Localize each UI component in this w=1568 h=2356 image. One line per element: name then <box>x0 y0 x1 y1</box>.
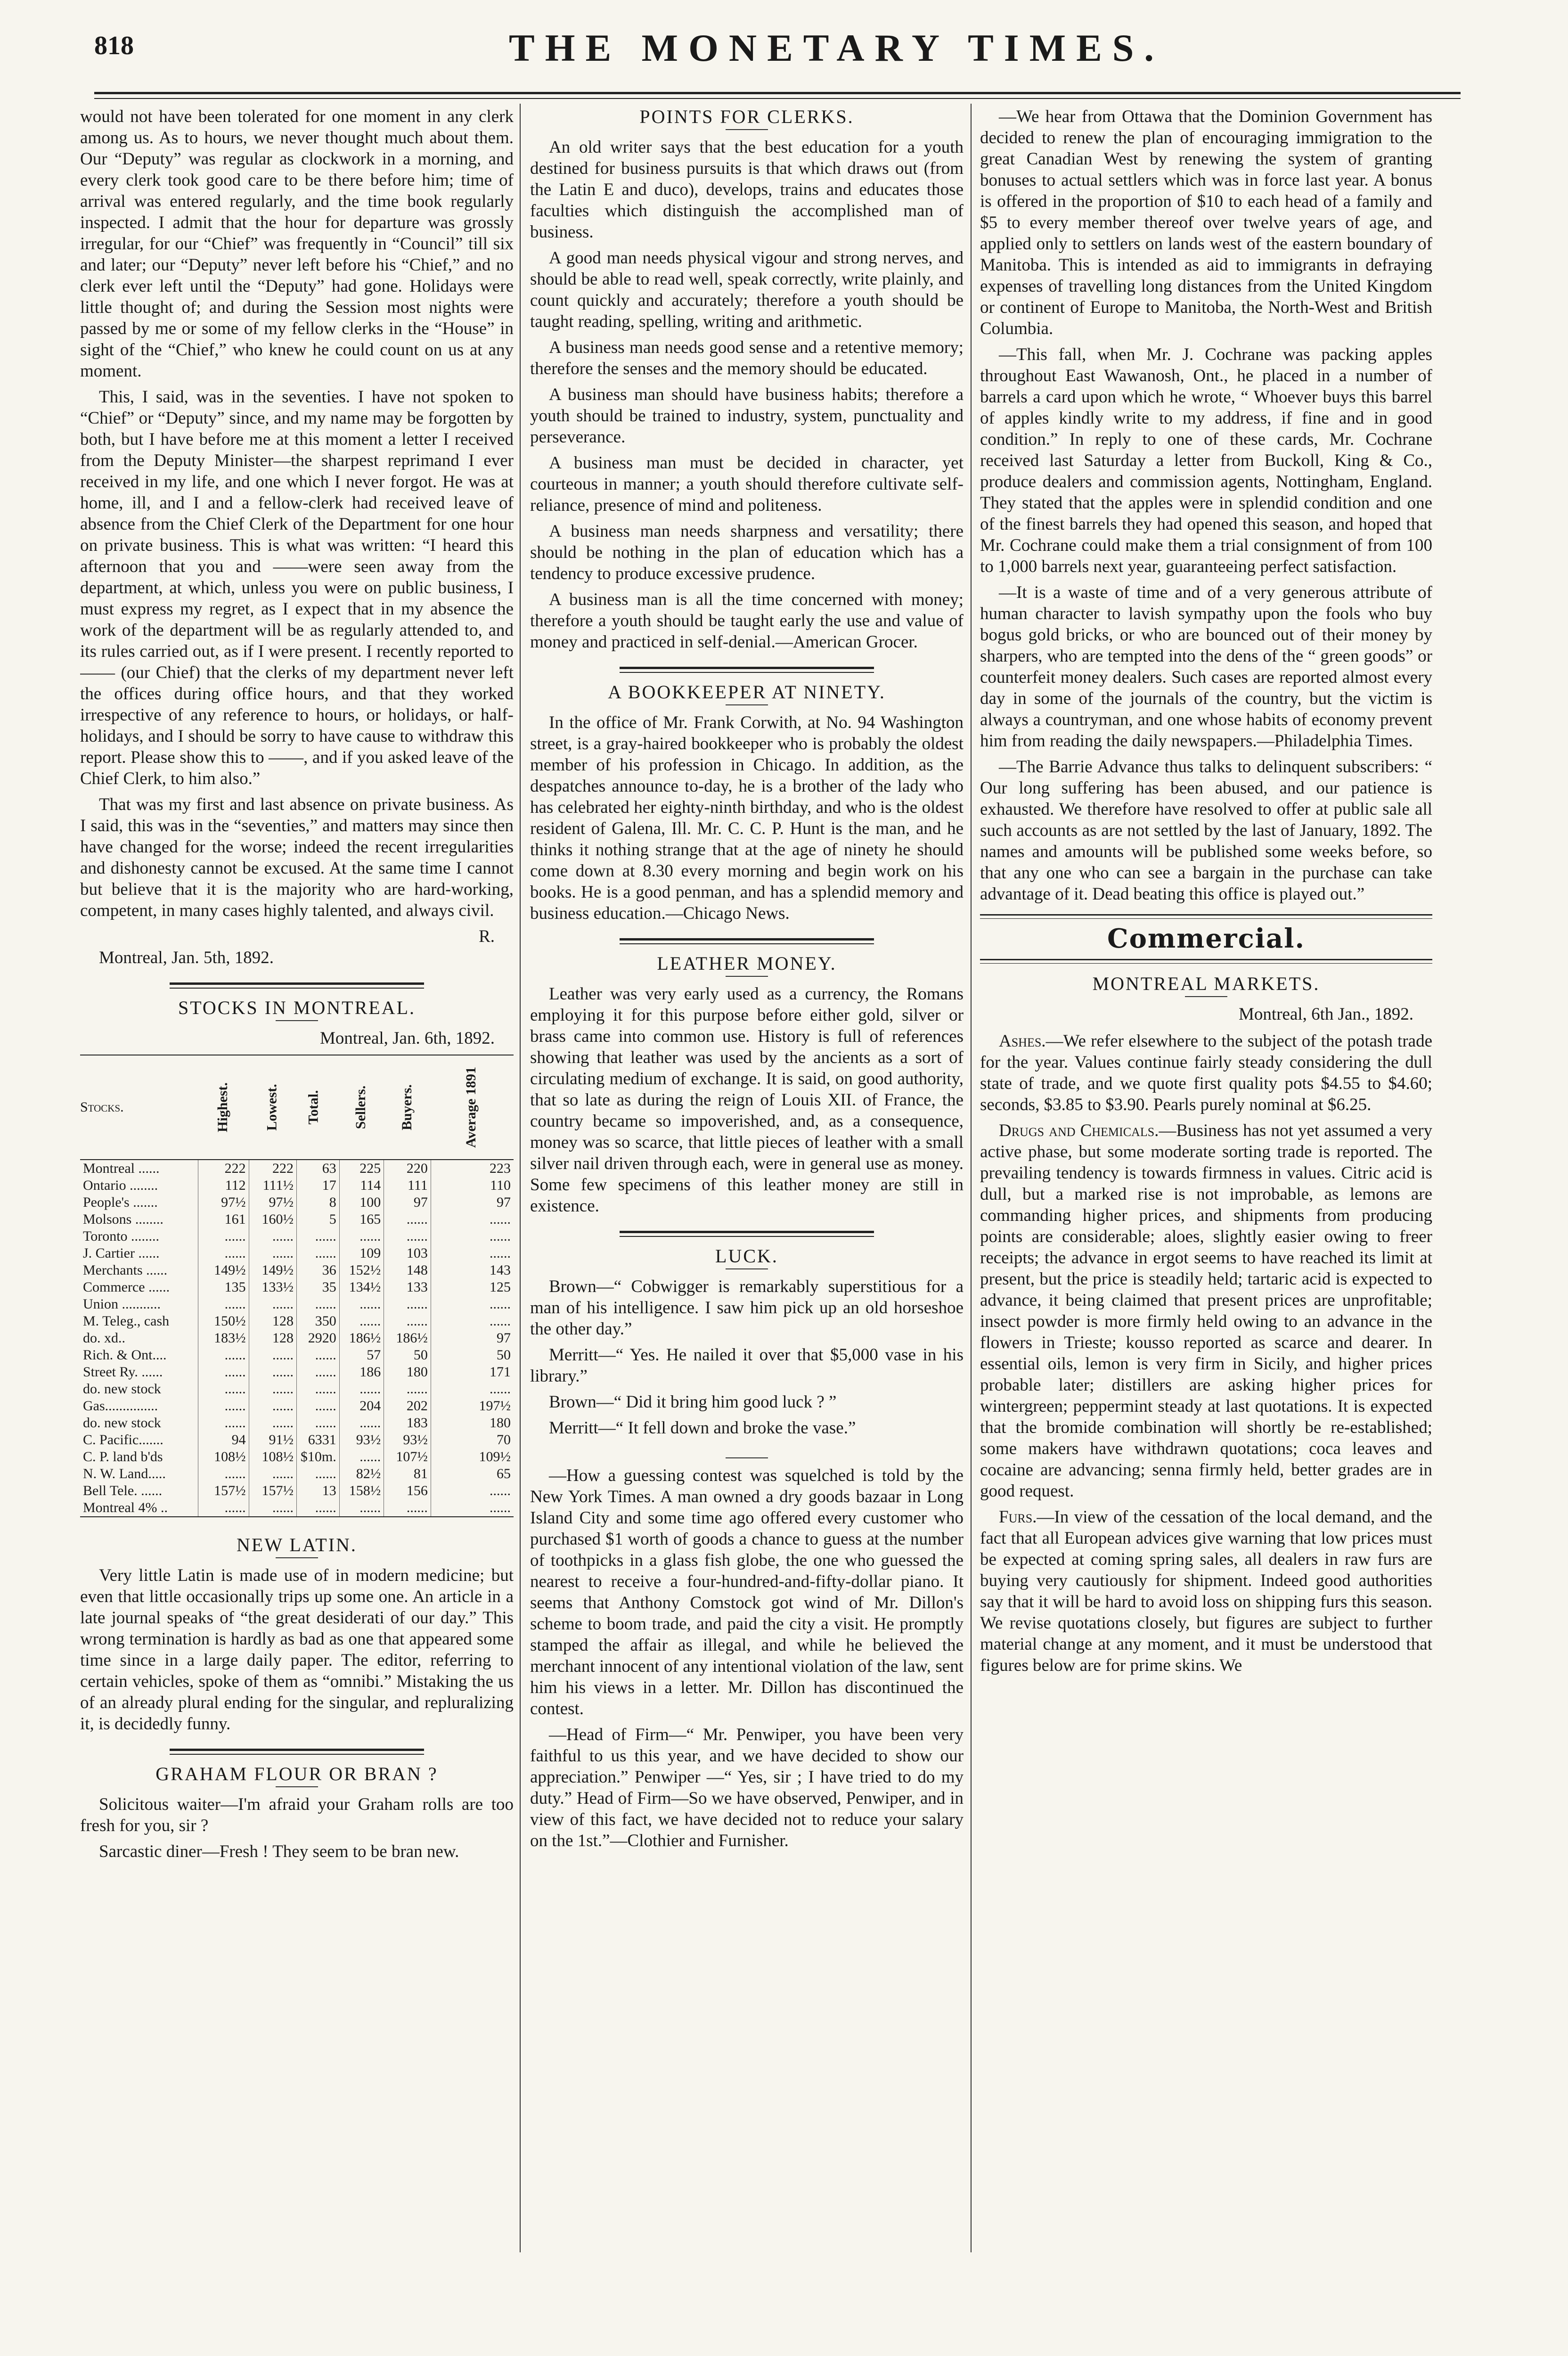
masthead-title: THE MONETARY TIMES. <box>509 26 1164 69</box>
stock-value-cell: 107½ <box>384 1448 431 1465</box>
stocks-row <box>80 1330 514 1347</box>
stock-value-cell: 103 <box>384 1245 431 1262</box>
stocks-row <box>80 1415 514 1432</box>
stock-value-cell: 6331 <box>296 1432 339 1448</box>
stock-name-cell: J. Cartier ...... <box>83 1245 160 1261</box>
stock-name-cell: Montreal 4% .. <box>80 1499 198 1517</box>
stock-value-cell: ...... <box>296 1398 339 1415</box>
title-rule <box>1185 996 1227 997</box>
stock-value-cell: ...... <box>296 1499 339 1517</box>
stock-value-cell: 149½ <box>249 1262 296 1279</box>
stock-value-cell: 2920 <box>296 1330 339 1347</box>
stock-value-cell: ...... <box>431 1381 514 1398</box>
stock-value-cell: 125 <box>431 1279 514 1296</box>
stock-value-cell: ...... <box>249 1381 296 1398</box>
column-left <box>80 106 514 2255</box>
stocks-row <box>80 1211 514 1228</box>
stocks-header-label: Buyers. <box>399 1084 415 1130</box>
stock-value-cell: ...... <box>198 1398 249 1415</box>
stock-value-cell: 150½ <box>198 1313 249 1330</box>
stock-name-cell: C. P. land b'ds <box>83 1449 163 1464</box>
stock-value-cell: ...... <box>384 1228 431 1245</box>
stock-value-cell: ...... <box>198 1296 249 1313</box>
stock-value-cell: ...... <box>431 1482 514 1499</box>
stocks-row <box>80 1398 514 1415</box>
stock-name-cell: Toronto ........ <box>83 1228 160 1244</box>
stock-name-cell: Gas............... <box>83 1398 158 1414</box>
title-rule <box>726 129 768 130</box>
stock-value-cell: ...... <box>339 1228 384 1245</box>
stock-value-cell: 57 <box>339 1347 384 1364</box>
clerks-paragraph: A business man must be decided in character, yet courteous in manner; a youth should therefore cultivate self-reliance, presence of mind and politeness. <box>530 453 964 515</box>
stock-value-cell: ...... <box>431 1211 514 1228</box>
section-rule <box>980 914 1432 919</box>
stocks-row <box>80 1499 514 1517</box>
stock-value-cell: 171 <box>431 1364 514 1381</box>
bookkeeper-text: In the office of Mr. Frank Corwith, at No. 94 Washington street, is a gray-haired bookkeeper who is probably the oldest member of his profession in Chicago. In addition, as the despatches announce to-day, he is a brother of the lady who has celebrated her eighty-ninth birthday, and who is the oldest resident of Galena, Ill. Mr. C. C. P. Hunt is the man, and he thinks it nothing strange that at the age of ninety he should come down at 8.30 every morning and begin work on his books. He is a good penman, and has a splendid memory and business education.—Chicago News. <box>530 713 964 923</box>
drugs-paragraph <box>980 1120 1432 1502</box>
luck-line: Merritt—“ It fell down and broke the vase.” <box>549 1418 856 1438</box>
furs-paragraph <box>980 1506 1432 1676</box>
stock-value-cell: 161 <box>198 1211 249 1228</box>
stock-value-cell: 180 <box>384 1364 431 1381</box>
stock-value-cell: 94 <box>198 1432 249 1448</box>
stock-value-cell: ...... <box>198 1228 249 1245</box>
leather-text: Leather was very early used as a currency, the Romans employing it for this purpose before either gold, silver or brass came into common use. History is full of references showing that leather was used by the ancients as a sort of circulating medium of exchange. It is said, on good authority, that so late as during the reign of Louis XII. of France, the country became so impoverished, and, as a consequence, money was so scarce, that little pieces of leather with a small silver nail driven through each, were in general use as money. Some few specimens of this leather money are still in existence. <box>530 984 964 1216</box>
stock-value-cell: ...... <box>249 1465 296 1482</box>
stock-value-cell: ...... <box>249 1245 296 1262</box>
waste-text: —It is a waste of time and of a very generous attribute of human character to lavish sympathy upon the fools who buy bogus gold bricks, or who are bounced out of their money by sharpers, who are tempted into the dens of the “ green goods” or counterfeit money dealers. Such cases are reported almost every day in some of the journals of the country, but the victim is always a countryman, and one whose habits of economy prevent him from reading the daily newspapers.—Philadelphia Times. <box>980 583 1432 751</box>
luck-title: LUCK. <box>715 1245 778 1267</box>
stock-value-cell: 110 <box>431 1177 514 1194</box>
stock-value-cell: ...... <box>198 1415 249 1432</box>
title-rule <box>276 1557 318 1558</box>
section-rule <box>620 667 874 673</box>
stock-value-cell: 160½ <box>249 1211 296 1228</box>
column-divider <box>971 104 972 2252</box>
stock-value-cell: ...... <box>249 1347 296 1364</box>
stock-value-cell: ...... <box>198 1245 249 1262</box>
contest-text: —How a guessing contest was squelched is told by the New York Times. A man owned a dry goods bazaar in Long Island City and some time ago offered every customer who purchased $1 worth of goods a chance to guess at the number of toothpicks in a glass fish globe, the one who guessed the nearest to receive a four-hundred-and-fifty-dollar piano. It seems that Anthony Comstock got wind of Mr. Dillon's scheme to boom trade, and paid the city a visit. He promptly stamped the affair as illegal, and while he believed the merchant innocent of any intentional violation of the law, sent him his views in a letter. Mr. Dillon has discontinued the contest. <box>530 1466 964 1718</box>
stock-value-cell: 17 <box>296 1177 339 1194</box>
stock-value-cell: 165 <box>339 1211 384 1228</box>
stock-value-cell: 148 <box>384 1262 431 1279</box>
stock-value-cell: 186½ <box>384 1330 431 1347</box>
stock-value-cell: ...... <box>339 1381 384 1398</box>
stocks-header-label: Highest. <box>214 1082 230 1132</box>
firm-text: —Head of Firm—“ Mr. Penwiper, you have been very faithful to us this year, and we have decided to show our appreciation.” Penwiper —“ Yes, sir ; I have tried to do my duty.” Head of Firm—So we have observed, Penwiper, and in view of this fact, we have decided not to reduce your salary on the 1st.”—Clothier and Furnisher. <box>530 1725 964 1850</box>
bookkeeper-title: A BOOKKEEPER AT NINETY. <box>608 681 886 703</box>
furs-heading: Furs. <box>999 1507 1037 1527</box>
stocks-row <box>80 1448 514 1465</box>
stock-value-cell: ...... <box>384 1381 431 1398</box>
stocks-row <box>80 1347 514 1364</box>
clerks-paragraph: A good man needs physical vigour and strong nerves, and should be able to read well, speak correctly, write plainly, and count quickly and accurately; therefore a youth should be taught reading, spelling, writing and arithmetic. <box>530 248 964 331</box>
stock-name-cell: N. W. Land..... <box>83 1466 166 1481</box>
stock-value-cell: 204 <box>339 1398 384 1415</box>
stock-value-cell: ...... <box>384 1296 431 1313</box>
stock-value-cell: ...... <box>339 1499 384 1517</box>
stocks-row <box>80 1245 514 1262</box>
stock-value-cell: 180 <box>431 1415 514 1432</box>
stocks-row <box>80 1262 514 1279</box>
stock-value-cell: 128 <box>249 1330 296 1347</box>
stock-name-cell: Molsons ........ <box>83 1211 163 1227</box>
stock-name-cell: Montreal ...... <box>83 1161 160 1176</box>
letter-paragraph: This, I said, was in the seventies. I have not spoken to “Chief” or “Deputy” since, and my name may be forgotten by both, but I have before me at this moment a letter I received from the Deputy Minister—the sharpest reprimand I ever received in my life, and one which I never forgot. He was at home, ill, and I and a fellow-clerk had received leave of absence from the Chief Clerk of the Department for one hour on private business. This is what was written: “I heard this afternoon that you and ——were seen away from the department, at which, unless you were on public business, I must express my regret, as I expect that in my absence the work of the department will be as regularly attended to, and its rules carried out, as if I were present. I recently reported to —— (our Chief) that the clerks of my department never left the offices during office hours, and that they worked irrespective of any reference to hours, or holidays, or half-holidays, and I should be sorry to have cause to withdraw this report. Please show this to ——, and if you asked leave of the Chief Clerk, to him also.” <box>80 387 514 788</box>
clerks-paragraph: A business man needs good sense and a retentive memory; therefore the senses and the memory should be educated. <box>530 338 964 378</box>
new-latin-title: NEW LATIN. <box>237 1534 357 1555</box>
stock-value-cell: 152½ <box>339 1262 384 1279</box>
ashes-paragraph <box>980 1031 1432 1115</box>
stocks-header-cell <box>198 1055 249 1160</box>
stock-value-cell: 8 <box>296 1194 339 1211</box>
stocks-header-cell <box>339 1055 384 1160</box>
stock-value-cell: ...... <box>198 1465 249 1482</box>
stock-value-cell: ...... <box>431 1245 514 1262</box>
stocks-row <box>80 1381 514 1398</box>
stocks-header-label: Lowest. <box>264 1084 280 1131</box>
column-divider <box>520 104 521 2252</box>
letter-paragraph: That was my first and last absence on private business. As I said, this was in the “seventies,” and matters may since then have changed for the worse; indeed the recent irregularities and dishonesty cannot be excused. At the same time I cannot but believe that it is the majority who are hard-working, competent, in many cases highly talented, and always civil. <box>80 795 514 920</box>
stock-value-cell: 50 <box>384 1347 431 1364</box>
stock-value-cell: 183 <box>384 1415 431 1432</box>
stock-value-cell: 220 <box>384 1160 431 1177</box>
stocks-row <box>80 1313 514 1330</box>
stock-value-cell: 97½ <box>249 1194 296 1211</box>
stocks-row <box>80 1177 514 1194</box>
stock-value-cell: ...... <box>249 1228 296 1245</box>
clerks-paragraph: A business man is all the time concerned with money; therefore a youth should be taught early the use and value of money and practiced in self-denial.—American Grocer. <box>530 590 964 652</box>
stock-value-cell: 186½ <box>339 1330 384 1347</box>
stock-value-cell: 108½ <box>249 1448 296 1465</box>
graham-text: Solicitous waiter—I'm afraid your Graham rolls are too fresh for you, sir ? <box>80 1795 514 1835</box>
stock-value-cell: ...... <box>339 1448 384 1465</box>
stock-value-cell: ...... <box>249 1415 296 1432</box>
stock-value-cell: ...... <box>198 1347 249 1364</box>
stock-value-cell: ...... <box>296 1465 339 1482</box>
stock-value-cell: 135 <box>198 1279 249 1296</box>
drugs-heading: Drugs and Chemicals. <box>999 1121 1159 1140</box>
luck-line: Brown—“ Cobwigger is remarkably superstitious for a man of his intelligence. I saw him pick up an old horseshoe the other day.” <box>530 1277 964 1339</box>
stock-name-cell: do. xd.. <box>83 1330 125 1346</box>
stock-value-cell: 93½ <box>339 1432 384 1448</box>
section-rule <box>980 959 1432 964</box>
graham-title: GRAHAM FLOUR OR BRAN ? <box>155 1763 438 1784</box>
stock-name-cell: Bell Tele. ...... <box>83 1483 163 1498</box>
clerks-title: POINTS FOR CLERKS. <box>639 106 854 127</box>
stock-value-cell: 36 <box>296 1262 339 1279</box>
stock-value-cell: ...... <box>296 1296 339 1313</box>
stock-value-cell: 111 <box>384 1177 431 1194</box>
stock-value-cell: ...... <box>339 1313 384 1330</box>
stock-value-cell: 93½ <box>384 1432 431 1448</box>
stock-name-cell: C. Pacific....... <box>83 1432 163 1448</box>
stocks-row <box>80 1364 514 1381</box>
stock-value-cell: 157½ <box>249 1482 296 1499</box>
stock-value-cell: ...... <box>431 1499 514 1517</box>
stocks-table-body <box>80 1160 514 1517</box>
stock-value-cell: ...... <box>339 1415 384 1432</box>
stock-value-cell: 202 <box>384 1398 431 1415</box>
stock-value-cell: ...... <box>249 1364 296 1381</box>
letter-signature: R. <box>479 927 495 946</box>
header-rule-thin <box>94 98 1461 99</box>
section-rule <box>620 1231 874 1237</box>
stock-value-cell: 186 <box>339 1364 384 1381</box>
stock-value-cell: ...... <box>384 1211 431 1228</box>
stocks-header-label: Sellers. <box>353 1085 369 1129</box>
page-number: 818 <box>94 31 134 60</box>
stock-value-cell: ...... <box>296 1364 339 1381</box>
stock-value-cell: 350 <box>296 1313 339 1330</box>
stocks-dateline: Montreal, Jan. 6th, 1892. <box>320 1029 495 1048</box>
stock-value-cell: 133½ <box>249 1279 296 1296</box>
stocks-row <box>80 1482 514 1499</box>
stocks-header-cell <box>431 1055 514 1160</box>
stock-value-cell: 157½ <box>198 1482 249 1499</box>
stock-name-cell: Commerce ...... <box>83 1279 170 1295</box>
stock-value-cell: ...... <box>384 1499 431 1517</box>
item-rule <box>726 1457 768 1458</box>
stock-value-cell: ...... <box>296 1347 339 1364</box>
column-right <box>980 106 1432 2274</box>
stocks-header-cell <box>384 1055 431 1160</box>
new-latin-text: Very little Latin is made use of in modern medicine; but even that little occasionally trips up some one. An article in a late journal speaks of “the great desiderati of our day.” This wrong termination is hardly as bad as one that appeared some time since in a large daily paper. The editor, referring to certain vehicles, spoke of them as “omnibi.” Mistaking the us of an already plural ending for the singular, and repluralizing it, is decidedly funny. <box>80 1566 514 1734</box>
stock-value-cell: 5 <box>296 1211 339 1228</box>
stock-value-cell: ...... <box>296 1245 339 1262</box>
stock-value-cell: 82½ <box>339 1465 384 1482</box>
title-rule <box>276 1786 318 1787</box>
furs-text: —In view of the cessation of the local demand, and the fact that all European advices give warning that low prices must be expected at coming spring sales, all dealers in raw furs are buying very cautiously for shipment. Indeed good authorities say that it will be hard to avoid loss on shipping furs this season. We revise quotations closely, but figures are subject to further material change at any moment, and it must be understood that figures below are for prime skins. We <box>980 1507 1432 1675</box>
column-middle <box>530 106 964 2274</box>
title-rule <box>726 976 768 977</box>
stocks-table <box>80 1055 514 1517</box>
stock-value-cell: $10m. <box>296 1448 339 1465</box>
luck-line: Brown—“ Did it bring him good luck ? ” <box>549 1392 837 1412</box>
stock-value-cell: 225 <box>339 1160 384 1177</box>
stock-value-cell: 128 <box>249 1313 296 1330</box>
clerks-paragraph: A business man should have business habits; therefore a youth should be trained to industry, system, punctuality and perseverance. <box>530 385 964 447</box>
stock-value-cell: 112 <box>198 1177 249 1194</box>
drugs-text: —Business has not yet assumed a very active phase, but some moderate sorting trade is reported. The prevailing tendency is towards firmness in values. Citric acid is dull, but a marked rise is not improbable, as lemons are commanding higher prices, and shipments from producing points are considerable; aloes, slightly easier owing to freer receipts; the advance in ergot seems to have reached its limit at present, but the price is steadily held; tartaric acid is expected to advance, it being claimed that present prices are unprofitable; insect powder is more firmly held owing to an advance in the flowers in Trieste; kousso reported as scarce and dearer. In essential oils, lemon is very firm in Sicily, and higher prices probable later; distillers are asking higher prices for wintergreen; peppermint steady at last quotations. It is expected that the bromide combination will shortly be re-established; some makers have withdrawn quotations; coca leaves and cocaine are advancing; senna firmly held, better grades are in good request. <box>980 1121 1432 1501</box>
stocks-row <box>80 1279 514 1296</box>
page-header <box>94 26 1461 97</box>
stock-value-cell: 13 <box>296 1482 339 1499</box>
stock-name-cell: Union ........... <box>83 1296 161 1312</box>
title-rule <box>726 704 768 705</box>
section-rule <box>170 982 424 989</box>
letter-dateline: Montreal, Jan. 5th, 1892. <box>99 948 274 967</box>
stocks-header-row <box>80 1055 514 1160</box>
stock-value-cell: 158½ <box>339 1482 384 1499</box>
stock-value-cell: 81 <box>384 1465 431 1482</box>
stock-value-cell: ...... <box>249 1499 296 1517</box>
stock-value-cell: 108½ <box>198 1448 249 1465</box>
stock-value-cell: 143 <box>431 1262 514 1279</box>
clerks-paragraph: A business man needs sharpness and versatility; there should be nothing in the plan of education which has a tendency to produce excessive prudence. <box>530 522 964 583</box>
stock-value-cell: ...... <box>198 1381 249 1398</box>
stocks-header-cell <box>249 1055 296 1160</box>
stock-value-cell: ...... <box>198 1364 249 1381</box>
stock-value-cell: ...... <box>431 1313 514 1330</box>
stocks-row <box>80 1432 514 1448</box>
stock-value-cell: 149½ <box>198 1262 249 1279</box>
stocks-row <box>80 1194 514 1211</box>
stocks-header-label: Average 1891 <box>463 1067 479 1148</box>
section-rule <box>170 1749 424 1755</box>
stock-value-cell: ...... <box>249 1296 296 1313</box>
stock-value-cell: ...... <box>296 1415 339 1432</box>
stock-value-cell: 63 <box>296 1160 339 1177</box>
stock-value-cell: 197½ <box>431 1398 514 1415</box>
header-rule <box>94 92 1461 94</box>
stock-name-cell: do. new stock <box>83 1415 161 1431</box>
stocks-header-label: Total. <box>306 1090 321 1125</box>
stock-value-cell: 114 <box>339 1177 384 1194</box>
stocks-row <box>80 1296 514 1313</box>
stock-value-cell: 183½ <box>198 1330 249 1347</box>
section-rule <box>620 938 874 944</box>
clerks-paragraph: An old writer says that the best education for a youth destined for business pursuits is that which draws out (from the Latin E and duco), develops, trains and educates those faculties which distinguish the accomplished man of business. <box>530 138 964 242</box>
stock-value-cell: 70 <box>431 1432 514 1448</box>
stock-name-cell: Ontario ........ <box>83 1178 158 1193</box>
luck-line: Merritt—“ Yes. He nailed it over that $5,000 vase in his library.” <box>530 1345 964 1386</box>
stock-value-cell: ...... <box>249 1398 296 1415</box>
stock-value-cell: 100 <box>339 1194 384 1211</box>
markets-dateline: Montreal, 6th Jan., 1892. <box>1239 1005 1413 1024</box>
stock-name-cell: Rich. & Ont.... <box>83 1347 167 1363</box>
letter-paragraph: would not have been tolerated for one moment in any clerk among us. As to hours, we never thought much about them. Our “Deputy” was regular as clockwork in a morning, and every clerk took good care to be there before him; time of arrival was entered regularly, and the time book regularly inspected. I admit that the hour for departure was grossly irregular, for our “Chief” was frequently in “Council” till six and later; our “Deputy” never left before his “Chief,” and no clerk ever left until the “Deputy” had gone. Holidays were little thought of; and during the Session most nights were passed by me or some of my fellow clerks in the “House” in sight of the “Chief,” who knew he could count on us at any moment. <box>80 107 514 381</box>
stock-value-cell: 35 <box>296 1279 339 1296</box>
barrie-text: —The Barrie Advance thus talks to delinquent subscribers: “ Our long suffering has been abused, and our patience is exhausted. We therefore have resolved to offer at public sale all such accounts as are not settled by the last of January, 1892. The names and amounts will be published some weeks before, so that any one who can see a bargain in the purchase can take advantage of it. Dead beating this office is played out.” <box>980 757 1432 904</box>
leather-title: LEATHER MONEY. <box>657 953 837 974</box>
stock-name-cell: People's ....... <box>83 1194 158 1210</box>
title-rule <box>276 1020 318 1021</box>
stock-value-cell: 97 <box>431 1330 514 1347</box>
ottawa-text: —We hear from Ottawa that the Dominion Government has decided to renew the plan of encouraging immigration to the great Canadian West by renewing the system of granting bonuses to actual settlers which was in force last year. A bonus is offered in the proportion of $10 to each head of a family and $5 to every member thereof over twelve years of age, and applied only to settlers on lands west of the eastern boundary of Manitoba. This is intended as aid to immigrants in defraying expenses of travelling long distances from the United Kingdom or continent of Europe to Manitoba, the North-West and British Columbia. <box>980 107 1432 338</box>
ashes-text: —We refer elsewhere to the subject of the potash trade for the year. Values continue fairly steady considering the dull state of trade, and we quote first quality pots $4.55 to $4.60; seconds, $3.85 to $3.90. Pearls purely nominal at $6.25. <box>980 1031 1432 1114</box>
commercial-heading: Commercial. <box>1107 923 1305 954</box>
ashes-heading: Ashes. <box>999 1031 1046 1051</box>
graham-text: Sarcastic diner—Fresh ! They seem to be bran new. <box>99 1842 459 1861</box>
stock-value-cell: 50 <box>431 1347 514 1364</box>
stock-value-cell: 111½ <box>249 1177 296 1194</box>
stocks-title: STOCKS IN MONTREAL. <box>178 997 416 1018</box>
stock-value-cell: 222 <box>198 1160 249 1177</box>
stock-value-cell: ...... <box>198 1499 249 1517</box>
stock-name-cell: M. Teleg., cash <box>83 1313 170 1329</box>
stock-value-cell: 97 <box>384 1194 431 1211</box>
stock-name-cell: Merchants ...... <box>83 1262 168 1278</box>
stock-value-cell: ...... <box>431 1296 514 1313</box>
stocks-header-cell <box>296 1055 339 1160</box>
markets-title: MONTREAL MARKETS. <box>1092 973 1320 994</box>
stocks-header-cell <box>80 1055 198 1160</box>
stock-value-cell: ...... <box>431 1228 514 1245</box>
stock-value-cell: ...... <box>339 1296 384 1313</box>
stock-value-cell: 109½ <box>431 1448 514 1465</box>
stock-value-cell: 97 <box>431 1194 514 1211</box>
stock-value-cell: 97½ <box>198 1194 249 1211</box>
stock-name-cell: Street Ry. ...... <box>83 1364 163 1380</box>
stocks-row <box>80 1160 514 1177</box>
stock-value-cell: 222 <box>249 1160 296 1177</box>
stock-value-cell: 134½ <box>339 1279 384 1296</box>
stock-name-cell: do. new stock <box>83 1381 161 1397</box>
stock-value-cell: 156 <box>384 1482 431 1499</box>
title-rule <box>726 1268 768 1269</box>
cochrane-text: —This fall, when Mr. J. Cochrane was packing apples throughout East Wawanosh, Ont., he placed in a number of barrels a card upon which he wrote, “ Whoever buys this barrel of apples kindly write to my address, if fine and in good condition.” In reply to one of these cards, Mr. Cochrane received last Saturday a letter from Buckoll, King & Co., produce dealers and commission agents, Nottingham, England. They stated that the apples were in splendid condition and one of the finest barrels they had opened this season, and hoped that Mr. Cochrane could make them a trial consignment of from 100 to 1,000 barrels next year, guaranteeing perfect satisfaction. <box>980 345 1432 576</box>
stock-value-cell: ...... <box>384 1313 431 1330</box>
stocks-row <box>80 1228 514 1245</box>
stock-value-cell: ...... <box>296 1228 339 1245</box>
stock-value-cell: 133 <box>384 1279 431 1296</box>
stock-value-cell: 109 <box>339 1245 384 1262</box>
stocks-row <box>80 1465 514 1482</box>
stock-value-cell: 65 <box>431 1465 514 1482</box>
stock-value-cell: 223 <box>431 1160 514 1177</box>
stock-value-cell: 91½ <box>249 1432 296 1448</box>
stock-value-cell: ...... <box>296 1381 339 1398</box>
stocks-header-label: Stocks. <box>80 1099 124 1115</box>
